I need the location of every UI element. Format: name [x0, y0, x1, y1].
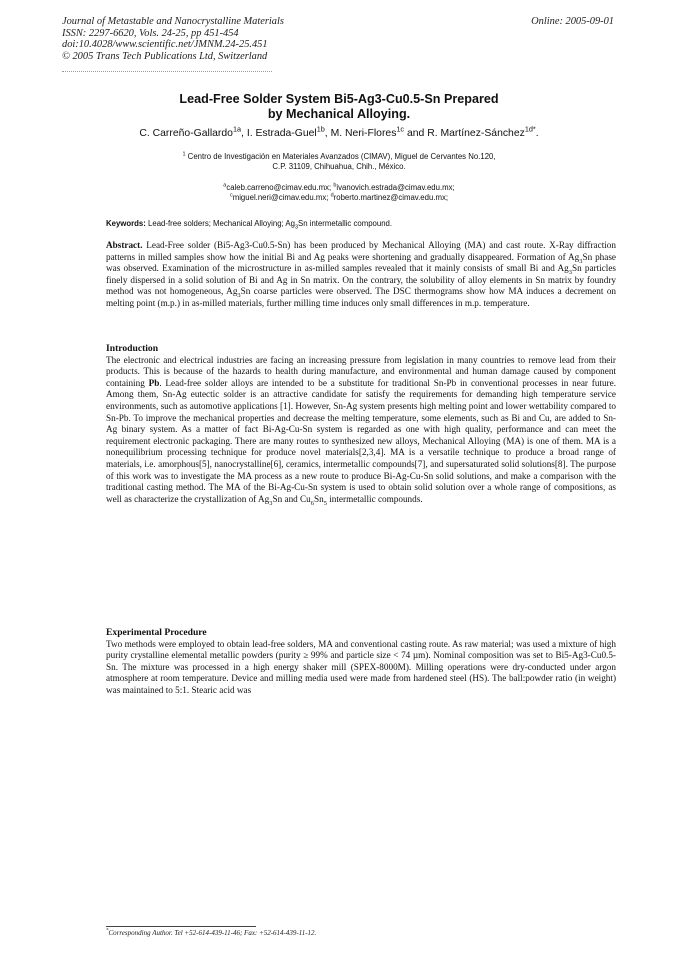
affiliation [62, 152, 616, 172]
intro-pb: Pb [148, 377, 160, 388]
footnote [106, 929, 616, 937]
author-name: R. Martínez-Sánchez [427, 128, 525, 139]
subscript: 3 [568, 269, 572, 277]
email-marker-b: b [333, 182, 337, 189]
journal-issn: ISSN: 2297-6620, Vols. 24-25, pp 451-454 [62, 27, 239, 39]
affiliation-line-2: C.P. 31109, Chihuahua, Chih., México. [272, 162, 406, 171]
email-a[interactable]: caleb.carreno@cimav.edu.mx; [226, 183, 332, 192]
footnote-marker: * [106, 928, 109, 934]
email-c[interactable]: miguel.neri@cimav.edu.mx; [232, 193, 329, 202]
author-name: M. Neri-Flores [330, 128, 397, 139]
author-marker: 1b [316, 124, 325, 134]
keywords-subscript: 3 [294, 224, 299, 231]
email-b[interactable]: ivanovich.estrada@cimav.edu.mx; [336, 183, 455, 192]
email-marker-a: a [223, 182, 227, 189]
title-line-1: Lead-Free Solder System Bi5-Ag3-Cu0.5-Sn Prepared [179, 92, 499, 106]
intro-text: Sn and Cu [272, 493, 311, 504]
paper-title [62, 92, 616, 122]
footnote-text: Corresponding Author. Tel +52-614-439-11-46; Fax: +52-614-439-11-12. [108, 929, 317, 937]
author-separator: . [535, 128, 539, 139]
author-name: I. Estrada-Guel [246, 128, 317, 139]
author-marker: 1d* [524, 124, 536, 134]
journal-copyright: © 2005 Trans Tech Publications Ltd, Switzerland [62, 50, 268, 62]
abstract [106, 240, 616, 310]
intro-text: Sn [314, 493, 324, 504]
author-emails [62, 183, 616, 203]
footnote-divider [106, 926, 256, 927]
intro-text: intermetallic compounds. [326, 493, 423, 504]
section-heading: Experimental Procedure [106, 627, 207, 638]
keywords-label: Keywords: [106, 219, 146, 228]
author-marker: 1a [232, 124, 242, 134]
intro-text: The electronic and electrical industries are facing an increasing pressure from legislation in many countries to remove lead from their products. This is because of the hazards to health during manufacture, and environmental and human damage caused by component containing [106, 354, 616, 388]
online-date: Online: 2005-09-01 [531, 16, 614, 27]
intro-text: . Lead-free solder alloys are intended to be a substitute for traditional Sn-Pb in conventional processes in near future. Among them, Sn-Ag eutectic solder is an attractive candidate for satisfy the requirements for demanding high temperature service environments, such as automotive applications [1]. However, Sn-Ag system presents high melting point and lower wettability compared to Sn-Pb. To improve the mechanical properties and decrease the melting temperature, some elements, such as Bi and Cu, are added to Sn-Ag binary system. As a matter of fact Bi-Ag-Cu-Sn system is regarded as one with high quality, performance and can meet the requirement electronic packaging. There are many routes to synthesized new alloys, Mechanical Alloying (MA) is one of them. MA is a nonequilibrium processing technique for produce novel materials[2,3,4]. MA is a versatile technique to produce a broad range of materials, i.e. amorphous[5], nanocrystalline[6], ceramics, intermetallic compounds[7], and supersaturated solid solutions[8]. The purpose of this work was to investigate the MA process as a new route to produce Bi-Ag-Cu-Sn solid solutions, and make a comparison with the traditional casting method. The MA of the Bi-Ag-Cu-Sn system is used to obtain solid solution over a whole range of compositions, as well as characterize the crystallization of Ag [106, 377, 616, 504]
abstract-text: Sn phase was observed. Examination of the microstructure in as-milled samples revealed that it mainly consists of small Bi and Ag [106, 251, 616, 274]
keywords-text: Lead-free solders; Mechanical Alloying; Ag [145, 219, 295, 228]
email-marker-d: d [330, 192, 334, 199]
header-divider [62, 71, 272, 72]
email-d[interactable]: roberto.martinez@cimav.edu.mx; [333, 193, 449, 202]
journal-header [62, 16, 284, 62]
author-marker: 1c [396, 124, 405, 134]
subscript: 3 [579, 257, 583, 265]
abstract-text: Sn coarse particles were observed. The DSC thermograms show how MA induces a decrement on melting point (m.p.) in as-milled materials, further milling time induces only small differences in m.p. temperature. [106, 286, 617, 308]
keywords [106, 219, 616, 231]
title-line-2: by Mechanical Alloying. [267, 107, 411, 121]
subscript: 6 [310, 499, 314, 507]
subscript: 3 [269, 499, 273, 507]
email-marker-c: c [229, 192, 233, 199]
author-list [62, 124, 616, 139]
section-heading: Introduction [106, 343, 159, 354]
subscript: 5 [323, 499, 327, 507]
journal-doi[interactable]: doi:10.4028/www.scientific.net/JMNM.24-25.451 [62, 39, 268, 51]
experimental-text: Two methods were employed to obtain lead-free solders, MA and conventional casting route. As raw material; was used a mixture of high purity crystalline elemental metallic powders (purity ≥ 99% and particle size < 74 µm). Nominal composition was set to Bi5-Ag3-Cu0.5-Sn. The mixture was processed in a high energy shaker mill (SPEX-8000M). Milling operations were dry-conducted under argon atmosphere at room temperature. Device and milling media used were made from hardened steel (HS). The ball:powder ratio (in weight) was maintained to 5:1. Stearic acid was [106, 638, 616, 695]
introduction-section [106, 343, 616, 505]
author-name: C. Carreño-Gallardo [139, 128, 233, 139]
author-separator: , [241, 128, 247, 139]
affiliation-line-1: Centro de Investigación en Materiales Avanzados (CIMAV), Miguel de Cervantes No.120, [185, 152, 496, 161]
abstract-text: Sn particles finely dispersed in a solid solution of Bi and Ag in Sn matrix. On the contrary, the solubility of alloy elements in Sn matrix by foundry method was not homogeneous, Ag [106, 263, 616, 297]
keywords-tail: Sn intermetallic compound. [298, 219, 393, 228]
journal-name: Journal of Metastable and Nanocrystalline Materials [62, 16, 284, 27]
abstract-text: Lead-Free solder (Bi5-Ag3-Cu0.5-Sn) has been produced by Mechanical Alloying (MA) and cast route. X-Ray diffraction patterns in milled samples show how the initial Bi and Ag peaks were shortening and gradually disappeared. Formation of Ag [106, 240, 616, 262]
affiliation-marker: 1 [182, 151, 186, 158]
author-separator: , [324, 128, 331, 139]
author-separator: and [404, 128, 428, 139]
subscript: 3 [237, 292, 241, 300]
experimental-section [106, 627, 616, 697]
abstract-label: Abstract. [106, 240, 143, 250]
